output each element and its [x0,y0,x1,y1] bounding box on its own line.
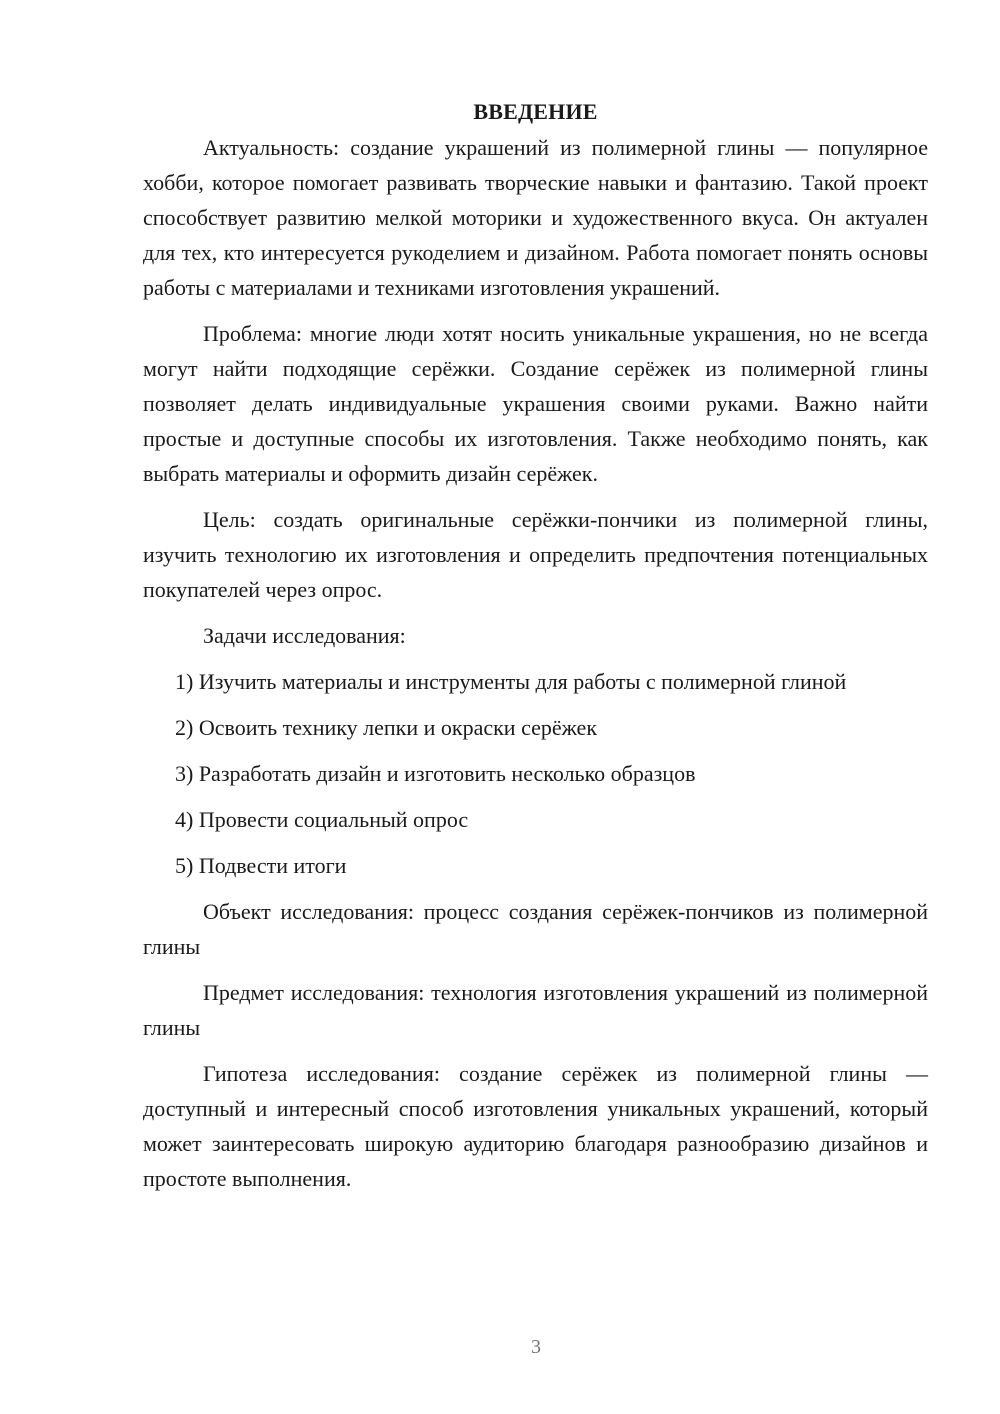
subject-paragraph: Предмет исследования: технология изготовления украшений из полимерной глины [143,980,928,1040]
list-item: 2) Освоить технику лепки и окраски серёжек [175,715,598,740]
list-item: 4) Провести социальный опрос [175,807,469,832]
page-number: 3 [531,1336,541,1358]
relevance-paragraph: Актуальность: создание украшений из полимерной глины — популярное хобби, которое помогает развивать творческие навыки и фантазию. Такой проект способствует развитию мелкой моторики и художественного вкуса. Он актуален для тех, кто интересуется рукоделием и дизайном. Работа помогает понять основы работы с материалами и техниками изготовления украшений. [143,135,928,300]
object-paragraph: Объект исследования: процесс создания серёжек-пончиков из полимерной глины [143,899,928,959]
tasks-title: Задачи исследования: [203,623,406,648]
list-item: 3) Разработать дизайн и изготовить несколько образцов [175,761,696,786]
list-item: 5) Подвести итоги [175,853,347,878]
tasks-list [143,664,928,883]
document-page [143,94,928,1196]
goal-paragraph: Цель: создать оригинальные серёжки-пончики из полимерной глины, изучить технологию их изготовления и определить предпочтения потенциальных покупателей через опрос. [143,507,928,602]
section-heading: ВВЕДЕНИЕ [473,99,598,124]
hypothesis-paragraph: Гипотеза исследования: создание серёжек из полимерной глины — доступный и интересный способ изготовления уникальных украшений, который может заинтересовать широкую аудиторию благодаря разнообразию дизайнов и простоте выполнения. [143,1061,928,1191]
list-item: 1) Изучить материалы и инструменты для работы с полимерной глиной [175,669,847,694]
problem-paragraph: Проблема: многие люди хотят носить уникальные украшения, но не всегда могут найти подходящие серёжки. Создание серёжек из полимерной глины позволяет делать индивидуальные украшения своими руками. Важно найти простые и доступные способы их изготовления. Также необходимо понять, как выбрать материалы и оформить дизайн серёжек. [143,321,928,486]
